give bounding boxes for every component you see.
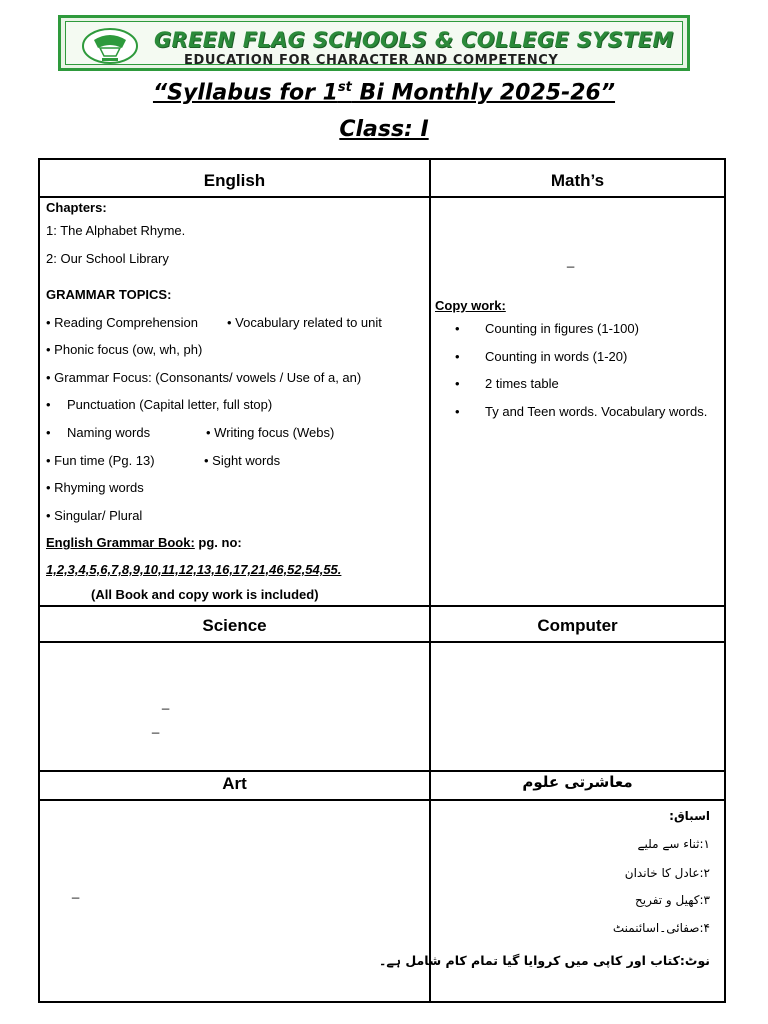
english-topic-phonic: • Phonic focus (ow, wh, ph): [46, 342, 203, 357]
maths-item-text: Ty and Teen words. Vocabulary words.: [485, 403, 708, 419]
maths-item-text: 2 times table: [485, 376, 559, 391]
syllabus-title-sup: st: [337, 80, 352, 95]
school-banner: [58, 15, 690, 71]
header-maths: Math’s: [550, 171, 605, 190]
social-lesson-1: ۱:ثناء سے ملیے: [637, 837, 710, 851]
english-topic-naming: Naming words: [67, 425, 151, 440]
header-social-studies: معاشرتی علوم: [522, 773, 633, 791]
banner-title: GREEN FLAG SCHOOLS & COLLEGE SYSTEM: [154, 28, 674, 52]
english-topic-reading: • Reading Comprehension: [46, 315, 198, 330]
computer-cell: [431, 643, 724, 769]
syllabus-title-post: Bi Monthly 2025-26”: [351, 80, 616, 106]
maths-bullet: •: [455, 348, 460, 364]
header-english: English: [203, 171, 266, 190]
english-topic-grammar: • Grammar Focus: (Consonants/ vowels / Use of a, an): [46, 370, 362, 385]
science-dash-1: _: [162, 695, 170, 710]
maths-topic-list: [437, 315, 707, 425]
english-grammar-label: GRAMMAR TOPICS:: [46, 287, 172, 302]
maths-item-text: Counting in words (1-20): [485, 348, 628, 364]
english-topic-punctuation: Punctuation (Capital letter, full stop): [67, 397, 273, 412]
social-note: نوٹ:کتاب اور کاپی میں کروایا گیا تمام کام شامل ہے۔: [379, 953, 710, 968]
english-topic-naming-bullet: •: [46, 425, 51, 440]
english-chapters-label: Chapters:: [46, 200, 107, 215]
english-chapter-2: 2: Our School Library: [46, 251, 169, 266]
english-book-pg: pg. no:: [194, 535, 242, 550]
science-dash-2: _: [152, 719, 160, 734]
syllabus-title: [0, 80, 768, 105]
english-topic-fun-time: • Fun time (Pg. 13): [46, 453, 155, 468]
art-dash: _: [72, 884, 80, 899]
social-studies-cell: [379, 801, 724, 1001]
social-lesson-4: ۴:صفائی۔اسائنمنٹ: [612, 921, 710, 935]
english-chapter-1: 1: The Alphabet Rhyme.: [46, 223, 186, 238]
maths-dash: _: [567, 253, 575, 268]
english-topic-rhyming: • Rhyming words: [46, 480, 144, 495]
maths-copy-work-label: Copy work:: [435, 298, 506, 313]
english-note: (All Book and copy work is included): [91, 587, 319, 602]
maths-bullet: •: [455, 403, 460, 419]
english-book-line: [46, 529, 242, 557]
school-crest-logo: [80, 26, 140, 66]
maths-cell: [431, 198, 724, 604]
banner-subtitle: EDUCATION FOR CHARACTER AND COMPETENCY: [184, 53, 559, 68]
class-line: Class: I: [339, 117, 429, 142]
header-science: Science: [202, 616, 267, 635]
maths-bullet: •: [455, 321, 460, 336]
maths-item-text: Counting in figures (1-100): [485, 321, 639, 336]
banner-inner-frame: [65, 21, 683, 68]
row-divider-4: [40, 770, 724, 772]
header-art: Art: [222, 774, 247, 793]
maths-item: [437, 398, 707, 426]
english-topic-sight-words: • Sight words: [204, 453, 281, 468]
english-book-label: English Grammar Book:: [46, 535, 195, 550]
english-topic-punctuation-bullet: •: [46, 397, 51, 412]
header-computer: Computer: [537, 616, 618, 635]
syllabus-title-pre: “Syllabus for 1: [152, 80, 338, 106]
english-topic-writing: • Writing focus (Webs): [206, 425, 335, 440]
social-lesson-3: ۳:کھیل و تفریح: [635, 893, 710, 907]
maths-item: [437, 343, 707, 371]
social-lessons-label: اسباق:: [669, 809, 710, 823]
english-topic-vocabulary: • Vocabulary related to unit: [227, 315, 382, 330]
maths-item: [437, 370, 707, 398]
maths-item: [437, 315, 707, 343]
english-topic-singular-plural: • Singular/ Plural: [46, 508, 143, 523]
maths-bullet: •: [455, 376, 460, 391]
social-lesson-2: ۲:عادل کا خاندان: [624, 866, 710, 880]
syllabus-table: [38, 158, 726, 1003]
english-book-pages: 1,2,3,4,5,6,7,8,9,10,11,12,13,16,17,21,46,52,54,55.: [46, 562, 342, 577]
